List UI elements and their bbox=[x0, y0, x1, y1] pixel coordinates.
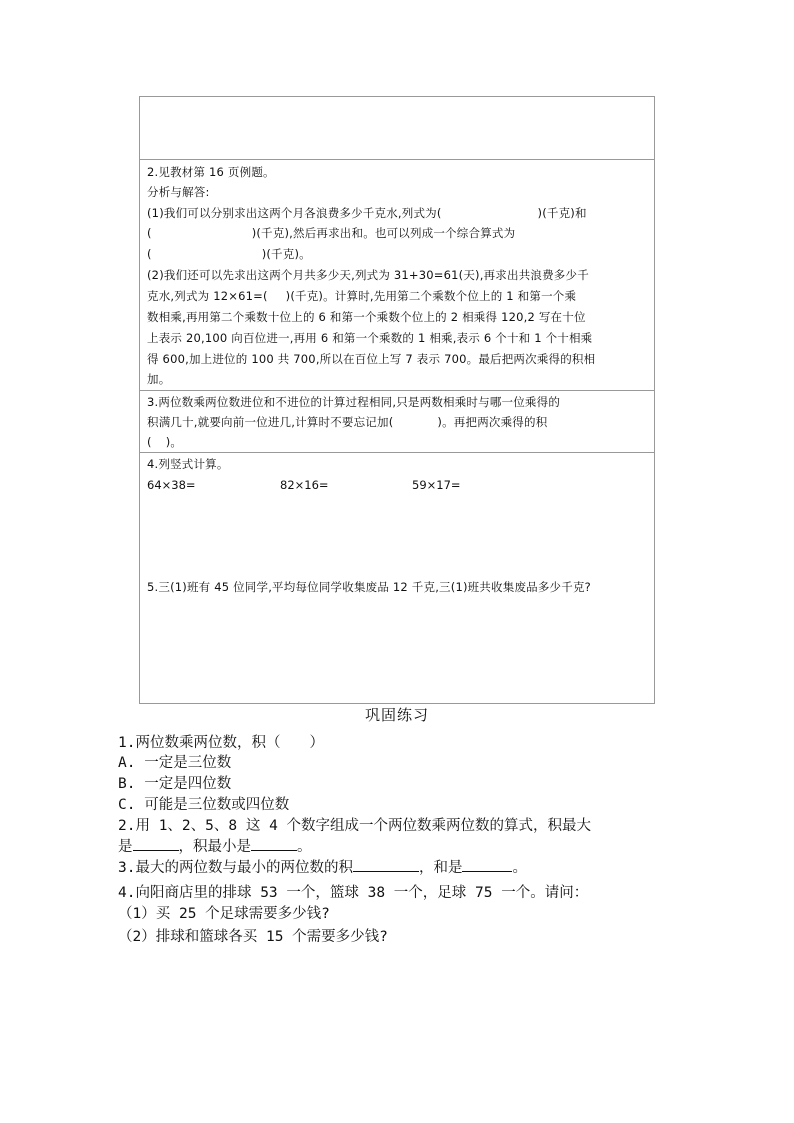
item5-question: 5.三(1)班有 45 位同学,平均每位同学收集废品 12 千克,三(1)班共收集废品多少千克? bbox=[147, 580, 591, 594]
table-row-item-4-5 bbox=[140, 453, 654, 704]
item2-line6: 数相乘,再用第二个乘数十位上的 6 和第一个乘数个位上的 2 相乘得 120,2 写在十位 bbox=[147, 310, 586, 324]
vertical-calc-row bbox=[140, 475, 654, 495]
section-heading: 巩固练习 bbox=[364, 706, 429, 724]
q1-stem: 1.两位数乘两位数，积（ ） bbox=[118, 735, 324, 751]
item2-line1: (1)我们可以分别求出这两个月各浪费多少千克水,列式为( )(千克)和 bbox=[147, 206, 587, 220]
item2-line9: 加。 bbox=[147, 372, 171, 386]
item2-title: 2.见教材第 16 页例题。 bbox=[147, 165, 275, 179]
item3-line2: 积满几十,就要向前一位进几,计算时不要忘记加( )。再把两次乘得的积 bbox=[147, 415, 548, 429]
q1-option-a: A. 一定是三位数 bbox=[118, 755, 232, 771]
q4-part2: （2）排球和篮球各买 15 个需要多少钱? bbox=[118, 929, 388, 945]
calc-3: 59×17= bbox=[412, 478, 461, 492]
q3: 3.最大的两位数与最小的两位数的积 ，和是 。 bbox=[118, 857, 708, 878]
item2-line4: (2)我们还可以先求出这两个月共多少天,列式为 31+30=61(天),再求出共浪费多少千 bbox=[147, 268, 589, 282]
exercise-table bbox=[139, 96, 655, 704]
item2-subtitle: 分析与解答: bbox=[147, 185, 210, 199]
calc-1: 64×38= bbox=[147, 478, 196, 492]
table-row-item-2 bbox=[140, 160, 654, 391]
q2-line1: 2.用 1、2、5、8 这 4 个数字组成一个两位数乘两位数的算式，积最大 bbox=[118, 818, 592, 834]
q4-stem: 4.向阳商店里的排球 53 一个，篮球 38 一个，足球 75 一个。请问： bbox=[118, 885, 589, 901]
calc-2: 82×16= bbox=[280, 478, 329, 492]
item2-line7: 上表示 20,100 向百位进一,再用 6 和第一个乘数的 1 相乘,表示 6 个十和 1 个十相乘 bbox=[147, 331, 593, 345]
table-row-item-3 bbox=[140, 391, 654, 453]
table-row-blank bbox=[140, 97, 654, 160]
item4-title: 4.列竖式计算。 bbox=[147, 457, 229, 471]
item2-line2: ( )(千克),然后再求出和。也可以列成一个综合算式为 bbox=[147, 226, 516, 240]
q1-option-b: B. 一定是四位数 bbox=[118, 776, 232, 792]
item3-line1: 3.两位数乘两位数进位和不进位的计算过程相同,只是两数相乘时与哪一位乘得的 bbox=[147, 395, 561, 409]
item2-line8: 得 600,加上进位的 100 共 700,所以在百位上写 7 表示 700。最后把两次乘得的积相 bbox=[147, 352, 596, 366]
item2-line5: 克水,列式为 12×61=( )(千克)。计算时,先用第二个乘数个位上的 1 和第一个乘 bbox=[147, 289, 577, 303]
item3-line3: ( )。 bbox=[147, 435, 183, 449]
q2-line2: 是 ，积最小是 。 bbox=[118, 836, 708, 857]
item2-line3: ( )(千克)。 bbox=[147, 247, 311, 261]
q1-option-c: C. 可能是三位数或四位数 bbox=[118, 797, 290, 813]
q4-part1: （1）买 25 个足球需要多少钱? bbox=[118, 906, 330, 922]
